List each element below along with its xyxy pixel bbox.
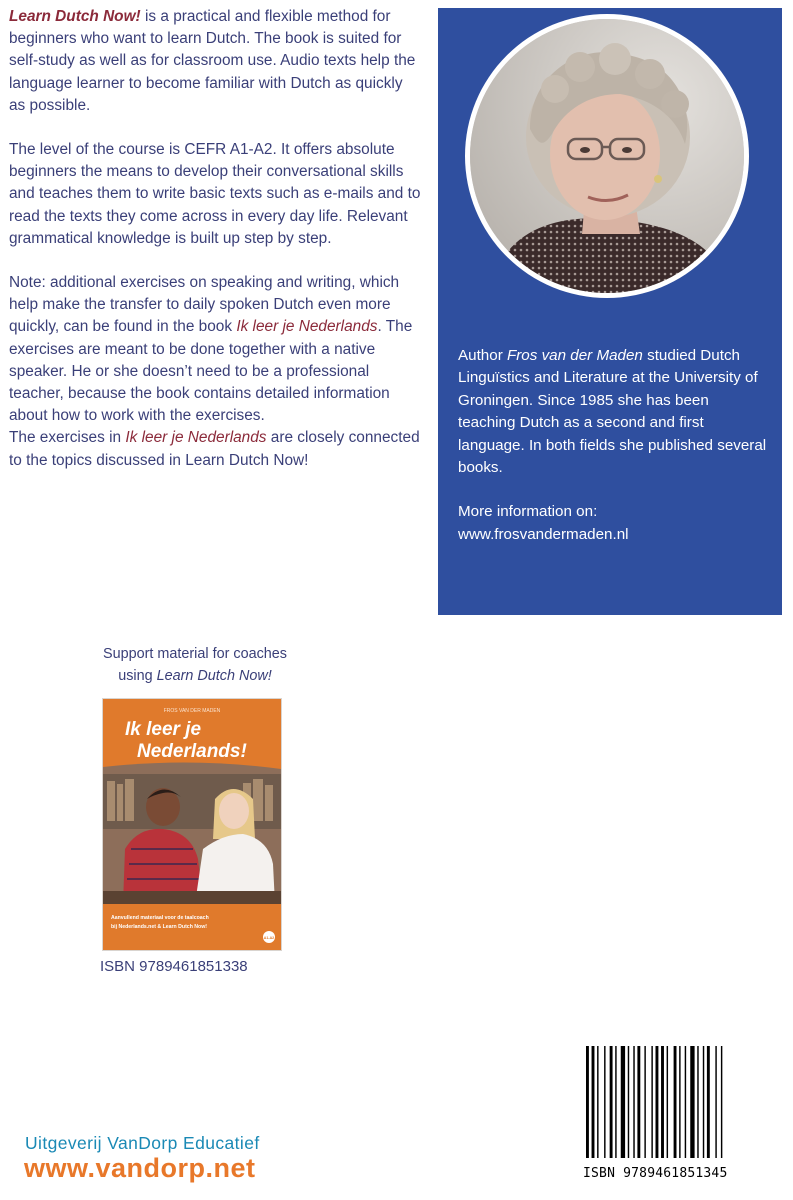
note-text-1: Note: additional exercises on speaking and writing, which help make the transfer to daily spoken Dutch even more quickly, can be found in the book xyxy=(9,274,400,336)
barcode-bar xyxy=(703,1046,704,1158)
book-description xyxy=(9,6,421,472)
note-paragraph xyxy=(9,272,421,427)
intro-text: is a practical and flexible method for beginners who want to learn Dutch. The book is suited for self-study as well as for classroom use. Audio texts help the language learner to become familiar with Dutch as quickly as possible. xyxy=(9,8,416,114)
support-line-2-prefix: using xyxy=(118,668,157,684)
barcode-bar xyxy=(674,1046,677,1158)
publisher-name: Uitgeverij VanDorp Educatief xyxy=(25,1133,260,1153)
barcode-bar xyxy=(656,1046,659,1158)
barcode-bar xyxy=(604,1046,605,1158)
barcode-bar xyxy=(628,1046,629,1158)
note-book-title: Ik leer je Nederlands xyxy=(236,318,378,336)
support-book-title: Learn Dutch Now! xyxy=(156,668,272,684)
support-book-cover xyxy=(103,699,281,950)
author-name: Fros van der Maden xyxy=(506,347,643,364)
barcode-bar xyxy=(715,1046,716,1158)
support-book-cover-art xyxy=(103,699,281,950)
author-panel xyxy=(438,8,782,615)
support-line-1: Support material for coaches xyxy=(103,646,287,662)
barcode-bar xyxy=(685,1046,686,1158)
barcode-bar xyxy=(621,1046,625,1158)
author-website: www.frosvandermaden.nl xyxy=(458,525,629,543)
bio-text-1: Author xyxy=(458,347,507,364)
barcode-bar xyxy=(592,1046,595,1158)
cover-author: FROS VAN DER MADEN xyxy=(163,708,221,714)
barcode-bar xyxy=(637,1046,640,1158)
publisher-url: www.vandorp.net xyxy=(24,1153,256,1183)
cover-subtitle-line-2: bij Nederlands.net & Learn Dutch Now! xyxy=(111,924,207,930)
cover-level-badge: A1-A2 xyxy=(263,936,275,940)
support-book-isbn: ISBN 9789461851338 xyxy=(100,958,248,975)
bio-text-2: studied Dutch Linguïstics and Literature at the University of Groningen. Since 1985 she has been teaching Dutch as a second and first language. In both fields she published several books. xyxy=(458,347,767,477)
note-text-2: . The exercises are meant to be done together with a native speaker. He or she doesn’t need to be a professional teacher, because the book contains detailed information about how to work with the exercises. xyxy=(9,318,413,425)
cover-title-line-2: Nederlands! xyxy=(137,741,247,762)
barcode-bar xyxy=(707,1046,710,1158)
intro-paragraph xyxy=(9,6,421,117)
barcode-bar xyxy=(644,1046,645,1158)
barcode-bar xyxy=(690,1046,694,1158)
exercises-paragraph xyxy=(9,427,421,471)
barcode-bar xyxy=(661,1046,664,1158)
exercises-text-2: are closely connected to the topics discussed in Learn Dutch Now! xyxy=(9,429,420,469)
exercises-book-title: Ik leer je Nederlands xyxy=(125,429,267,447)
barcode-bar xyxy=(615,1046,616,1158)
cover-title-line-1: Ik leer je xyxy=(125,719,202,740)
author-portrait-frame xyxy=(465,14,749,298)
barcode-bar xyxy=(679,1046,680,1158)
intro-book-title: Learn Dutch Now! xyxy=(9,8,141,25)
barcode-bar xyxy=(633,1046,634,1158)
cover-subtitle-line-1: Aanvullend materiaal voor de taalcoach xyxy=(111,915,209,921)
support-line-2 xyxy=(60,665,330,687)
author-bio xyxy=(458,345,768,546)
exercises-text-1: The exercises in xyxy=(9,429,126,447)
barcode-bars xyxy=(580,1042,776,1166)
more-info-label: More information on: xyxy=(458,503,598,521)
level-paragraph: The level of the course is CEFR A1-A2. It offers absolute beginners the means to develop their conversational skills and teaches them to write basic texts such as e-mails and to read the texts they come across in every day life. Relevant grammatical knowledge is built up step by step. xyxy=(9,141,421,247)
author-portrait-image xyxy=(470,19,744,293)
barcode-bar xyxy=(721,1046,722,1158)
barcode-bar xyxy=(667,1046,668,1158)
barcode-bar xyxy=(597,1046,598,1158)
author-bio-paragraph xyxy=(458,345,768,479)
barcode-bar xyxy=(610,1046,613,1158)
support-material-caption xyxy=(60,643,330,687)
barcode-bar xyxy=(697,1046,698,1158)
barcode-bar xyxy=(586,1046,589,1158)
barcode-isbn: ISBN 9789461851345 xyxy=(583,1166,728,1181)
barcode-bar xyxy=(651,1046,652,1158)
author-portrait xyxy=(470,19,744,293)
